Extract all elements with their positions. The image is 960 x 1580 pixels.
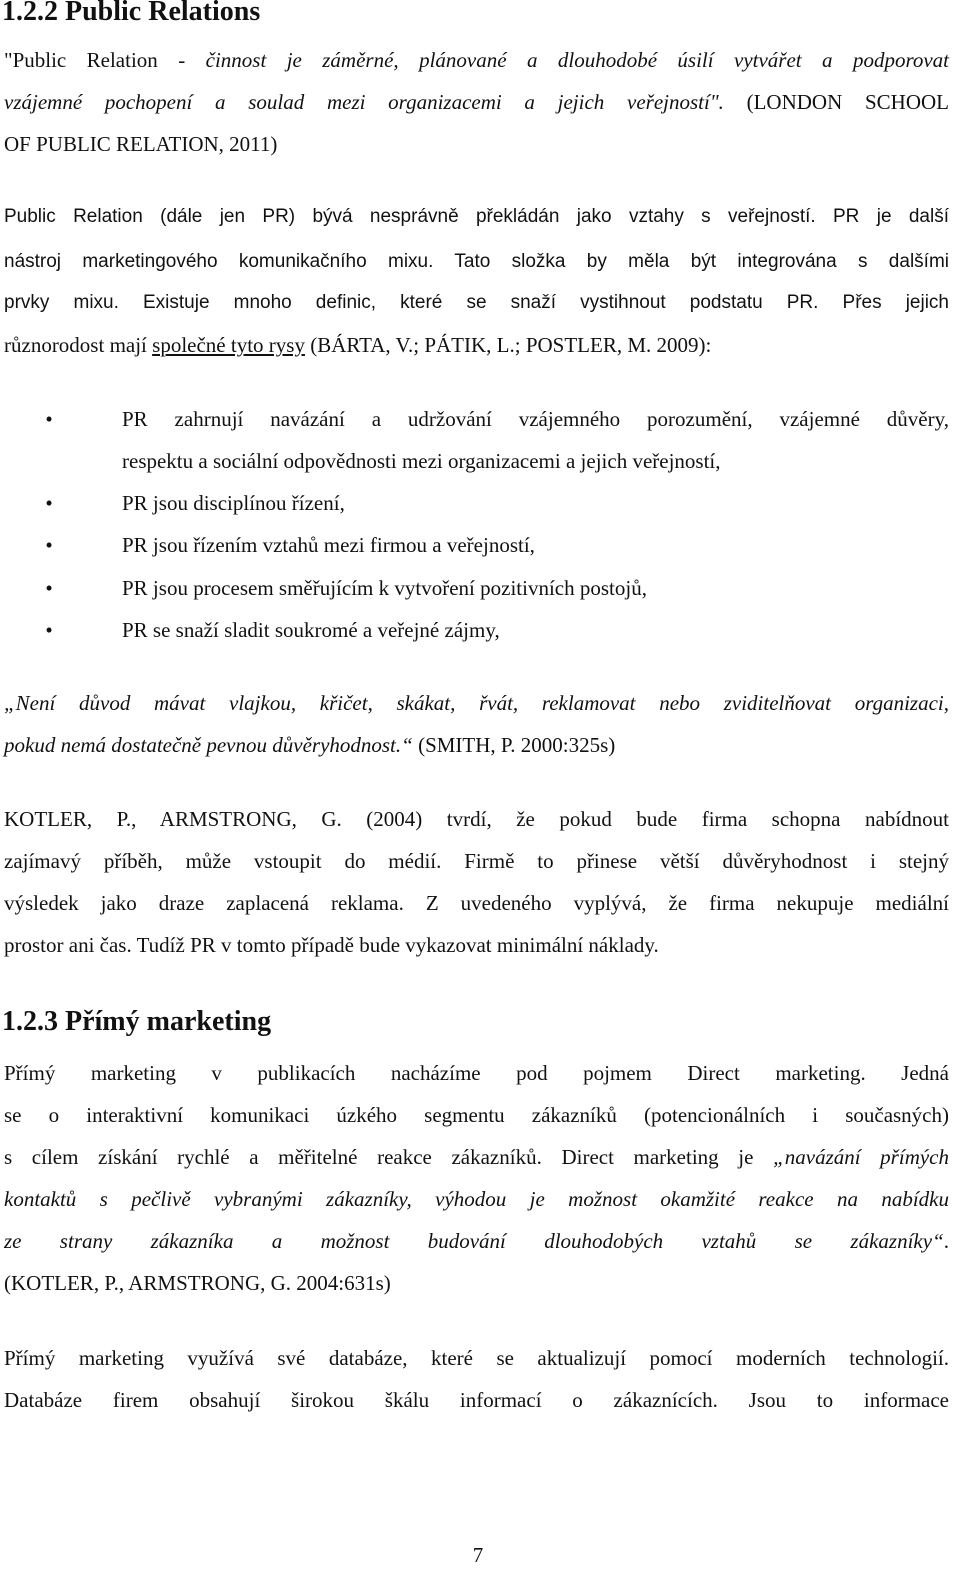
database-paragraph-line-2: Databáze firem obsahují širokou škálu informací o zákaznících. Jsou to informace (4, 1388, 949, 1412)
bullet-dot: • (45, 576, 53, 600)
kotler-paragraph-line-2: zajímavý příběh, může vstoupit do médií. Firmě to přinese větší důvěryhodnost i stejný (4, 849, 949, 873)
kotler-paragraph-line-4: prostor ani čas. Tudíž PR v tomto případě bude vykazovat minimální náklady. (4, 933, 659, 957)
section-heading-direct-marketing: 1.2.3 Přímý marketing (2, 1006, 272, 1037)
direct-paragraph-line-2: se o interaktivní komunikaci úzkého segmentu zákazníků (potencionálních i současných) (4, 1103, 949, 1127)
quote-line-2: pokud nemá dostatečně pevnou důvěryhodnost.“ (SMITH, P. 2000:325s) (4, 733, 616, 757)
pr-paragraph-line-3: prvky mixu. Existuje mnoho definic, které se snaží vystihnout podstatu PR. Přes jejich (4, 292, 949, 313)
kotler-paragraph-line-3: výsledek jako draze zaplacená reklama. Z uvedeného vyplývá, že firma nekupuje mediální (4, 891, 949, 915)
direct-paragraph-line-3: s cílem získání rychlé a měřitelné reakce zákazníků. Direct marketing je „navázání přímých (4, 1145, 949, 1169)
bullet-dot: • (45, 618, 53, 642)
quote-line-1: „Není důvod mávat vlajkou, křičet, skákat, řvát, reklamovat nebo zviditelňovat organizaci, (4, 691, 949, 715)
kotler-paragraph-line-1: KOTLER, P., ARMSTRONG, G. (2004) tvrdí, že pokud bude firma schopna nabídnout (4, 807, 949, 831)
underlined-phrase: společné tyto rysy (152, 333, 305, 357)
direct-paragraph-line-6: (KOTLER, P., ARMSTRONG, G. 2004:631s) (4, 1271, 391, 1295)
bullet-item-4: PR jsou procesem směřujícím k vytvoření pozitivních postojů, (122, 576, 647, 600)
direct-paragraph-line-4: kontaktů s pečlivě vybranými zákazníky, výhodou je možnost okamžité reakce na nabídku (4, 1187, 949, 1211)
pr-paragraph-line-1: Public Relation (dále jen PR) bývá nesprávně překládán jako vztahy s veřejností. PR je další (4, 206, 949, 227)
bullet-item-3: PR jsou řízením vztahů mezi firmou a veřejností, (122, 533, 535, 557)
page-number: 7 (472, 1543, 484, 1567)
bullet-item-2: PR jsou disciplínou řízení, (122, 491, 345, 515)
definition-line-3: OF PUBLIC RELATION, 2011) (4, 132, 278, 156)
bullet-item-1-line-1: PR zahrnují navázání a udržování vzájemného porozumění, vzájemné důvěry, (122, 407, 949, 431)
definition-line-1: "Public Relation - činnost je záměrné, plánované a dlouhodobé úsilí vytvářet a podporovat (4, 48, 950, 72)
pr-paragraph-line-2: nástroj marketingového komunikačního mixu. Tato složka by měla být integrována s dalšími (4, 251, 949, 272)
bullet-item-1-line-2: respektu a sociální odpovědnosti mezi organizacemi a jejich veřejností, (122, 449, 721, 473)
direct-paragraph-line-1: Přímý marketing v publikacích nacházíme pod pojmem Direct marketing. Jedná (4, 1061, 949, 1085)
bullet-dot: • (45, 533, 53, 557)
bullet-dot: • (45, 407, 53, 431)
direct-paragraph-line-5: ze strany zákazníka a možnost budování dlouhodobých vztahů se zákazníky“. (4, 1229, 949, 1253)
bullet-item-5: PR se snaží sladit soukromé a veřejné zájmy, (122, 618, 500, 642)
section-heading-public-relations: 1.2.2 Public Relations (2, 0, 261, 27)
database-paragraph-line-1: Přímý marketing využívá své databáze, které se aktualizují pomocí moderních technologií. (4, 1346, 949, 1370)
pr-paragraph-line-4: různorodost mají společné tyto rysy (BÁRTA, V.; PÁTIK, L.; POSTLER, M. 2009): (4, 333, 712, 357)
definition-line-2: vzájemné pochopení a soulad mezi organizacemi a jejich veřejností". (LONDON SCHOOL (4, 90, 949, 114)
bullet-dot: • (45, 491, 53, 515)
